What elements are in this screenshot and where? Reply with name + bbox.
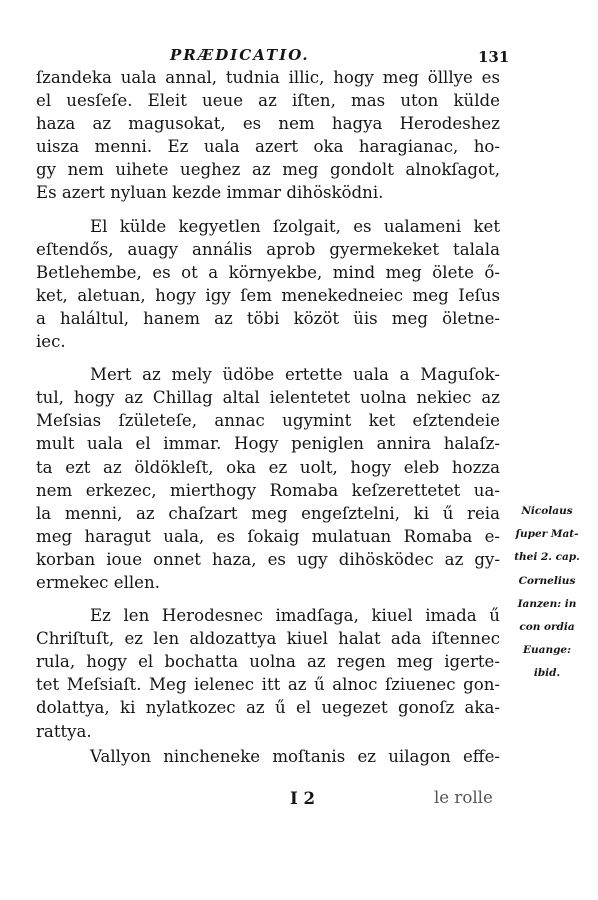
running-head: PRÆDICATIO. [170,46,310,64]
text-line: dolattya, ki nylatkozec az ű el uegezet gonoſz aka- [36,698,500,718]
marginal-note-line: Nicolaus [521,505,573,517]
paragraph [36,745,500,768]
marginal-note-line: ſuper Mat- [515,528,579,541]
text-line: el uesſeſe. Eleit ueue az iſten, mas uton külde [36,91,500,111]
paragraph [36,66,500,205]
text-line: la menni, az chaſzart meg engeſztelni, ki ű reia [36,503,500,523]
text-line: ket, aletuan, hogy igy ſem menekedneiec meg Ieſus [36,285,500,305]
text-line: mult uala el immar. Hogy peniglen annira halaſz- [36,434,500,454]
text-line: Betlehembe, es ot a környekbe, mind meg ölete ő- [36,262,500,282]
body-text [36,66,500,768]
marginal-note-line: con ordia [519,621,575,634]
text-line: ſzandeka uala annal, tudnia illic, hogy meg ölllye es [36,68,500,87]
text-line: rula, hogy el bochatta uolna az regen meg igerte- [36,652,500,672]
text-line: Meſsias ſzületeſe, annac ugymint ket eſztendeie [36,411,500,431]
text-line: Chriſtuſt, ez len aldozattya kiuel halat ada iſtennec [36,629,500,649]
marginal-note-line: thei 2. cap. [514,551,580,564]
text-line: Ez len Herodesnec imadſaga, kiuel imada ű [90,606,500,626]
text-line: Es azert nyluan kezde immar dihösködni. [36,183,384,203]
marginal-note-line: Ianzen: in [517,597,577,610]
text-line: korban ioue onnet haza, es ugy dihösködec az gy- [36,549,500,569]
paragraph [36,363,500,594]
signature-mark: I 2 [290,788,316,808]
text-line: ermekec ellen. [36,572,160,592]
text-line: tet Meſsiaſt. Meg ielenec itt az ű alnoc ſziuenec gon- [36,675,500,695]
text-line: haza az magusokat, es nem hagya Herodeshez [36,114,500,134]
text-line: Vallyon nincheneke moſtanis ez uilagon effe- [90,746,500,766]
text-line: a haláltul, hanem az töbi közöt üis meg öletne- [36,308,500,328]
text-line: uisza menni. Ez uala azert oka haragianac, ho- [36,137,500,157]
text-line: ta ezt az öldökleſt, oka ez uolt, hogy eleb hozza [36,457,500,477]
text-line: Mert az mely üdöbe ertette uala a Maguſok- [90,365,500,385]
text-line: meg haragut uala, es ſokaig mulatuan Romaba e- [36,526,500,546]
marginal-note [504,500,590,686]
text-line: rattya. [36,721,92,741]
text-line: El külde kegyetlen ſzolgait, es ualameni ket [90,216,500,236]
marginal-note-line: Cornelius [518,574,576,587]
marginal-note-line: Euange: [523,644,571,657]
catchword: le rolle [434,788,493,807]
text-line: nem erkezec, mierthogy Romaba keſzerettetet ua- [36,480,500,500]
text-line: gy nem uihete ueghez az meg gondolt alnokſagot, [36,160,500,180]
text-line: eſtendős, auagy annális aprob gyermekeket talala [36,239,500,259]
text-line: iec. [36,332,66,352]
paragraph [36,215,500,354]
paragraph [36,604,500,743]
page-number: 131 [478,48,510,66]
text-line: tul, hogy az Chillag altal ielentetet uolna nekiec az [36,388,500,408]
marginal-note-line: ibid. [533,667,561,680]
